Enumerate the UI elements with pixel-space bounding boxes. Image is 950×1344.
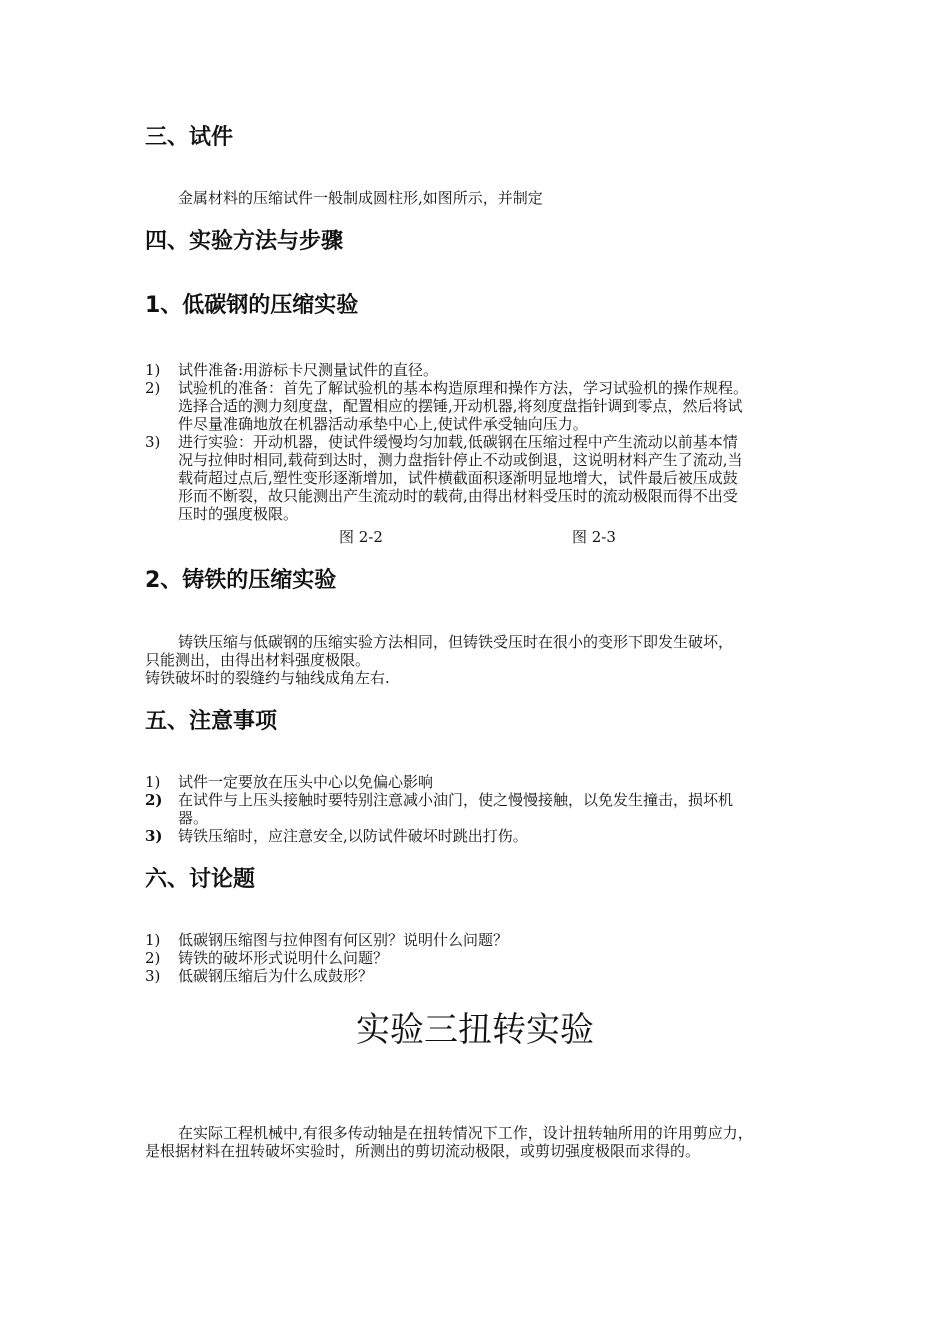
list-number: 1)	[145, 931, 161, 949]
figure-caption-2-3: 图 2-3	[572, 528, 616, 546]
list-line: 况与拉伸时相同,载荷到达时，测力盘指针停止不动或倒退，这说明材料产生了流动,当	[178, 451, 743, 469]
cast-iron-paragraph	[145, 633, 825, 687]
paragraph-line: 只能测出，由得出材料强度极限。	[145, 651, 371, 669]
paragraph-line: 铸铁压缩与低碳钢的压缩实验方法相同，但铸铁受压时在很小的变形下即发生破坏，	[178, 633, 734, 651]
torsion-paragraph	[145, 1124, 825, 1160]
list-line: 铸铁的破坏形式说明什么问题？	[178, 949, 389, 967]
list-item	[145, 379, 825, 433]
list-line: 进行实验：开动机器，使试件缓慢均匀加载,低碳钢在压缩过程中产生流动以前基本情	[178, 433, 738, 451]
list-line: 选择合适的测力刻度盘，配置相应的摆锤,开动机器,将刻度盘指针调到零点，然后将试	[178, 397, 743, 415]
list-number: 3)	[145, 433, 161, 451]
list-item	[145, 827, 825, 845]
section-6-heading: 六、讨论题	[145, 867, 256, 892]
section-3-text: 金属材料的压缩试件一般制成圆柱形,如图所示，并制定	[178, 189, 543, 207]
discussion-list	[145, 931, 825, 985]
list-line: 试件一定要放在压头中心以免偏心影响	[178, 773, 434, 791]
section-5-heading: 五、注意事项	[145, 709, 278, 734]
list-number: 2)	[145, 379, 161, 397]
paragraph-line: 铸铁破坏时的裂缝约与轴线成角左右.	[145, 669, 390, 687]
list-item	[145, 361, 825, 379]
list-number: 3)	[145, 827, 163, 845]
section-4-1-heading: 1、低碳钢的压缩实验	[145, 293, 359, 318]
list-number: 3)	[145, 967, 161, 985]
list-item	[145, 433, 825, 523]
section-4-heading: 四、实验方法与步骤	[145, 229, 344, 254]
list-item	[145, 931, 825, 949]
list-number: 1)	[145, 361, 161, 379]
list-item	[145, 967, 825, 985]
list-line: 铸铁压缩时，应注意安全,以防试件破坏时跳出打伤。	[178, 827, 528, 845]
figure-caption-2-2: 图 2-2	[339, 528, 383, 546]
list-item	[145, 791, 825, 827]
list-line: 形而不断裂，故只能测出产生流动时的载荷,由得出材料受压时的流动极限而得不出受	[178, 487, 738, 505]
list-line: 试件准备:用游标卡尺测量试件的直径。	[178, 361, 439, 379]
list-line: 压时的强度极限。	[178, 505, 299, 523]
list-number: 1)	[145, 773, 161, 791]
paragraph-line: 是根据材料在扭转破坏实验时，所测出的剪切流动极限，或剪切强度极限而求得的。	[145, 1142, 701, 1160]
section-4-2-heading: 2、铸铁的压缩实验	[145, 568, 337, 593]
paragraph-line: 在实际工程机械中,有很多传动轴是在扭转情况下工作，设计扭转轴所用的许用剪应力，	[178, 1124, 753, 1142]
list-line: 载荷超过点后,塑性变形逐渐增加，试件横截面积逐渐明显地增大，试件最后被压成鼓	[178, 469, 738, 487]
list-line: 件尽量准确地放在机器活动承垫中心上,使试件承受轴向压力。	[178, 415, 588, 433]
list-number: 2)	[145, 949, 161, 967]
list-line: 低碳钢压缩后为什么成鼓形？	[178, 967, 374, 985]
experiment-3-title: 实验三扭转实验	[356, 1010, 594, 1050]
list-line: 低碳钢压缩图与拉伸图有何区别？说明什么问题？	[178, 931, 509, 949]
list-number: 2)	[145, 791, 163, 809]
list-item	[145, 949, 825, 967]
notes-list	[145, 773, 825, 845]
list-line: 在试件与上压头接触时要特别注意减小油门，使之慢慢接触，以免发生撞击，损坏机	[178, 791, 734, 809]
steel-steps-list	[145, 361, 825, 523]
section-3-heading: 三、试件	[145, 125, 234, 150]
list-line: 试验机的准备：首先了解试验机的基本构造原理和操作方法，学习试验机的操作规程。	[178, 379, 749, 397]
list-line: 器。	[178, 809, 209, 827]
list-item	[145, 773, 825, 791]
